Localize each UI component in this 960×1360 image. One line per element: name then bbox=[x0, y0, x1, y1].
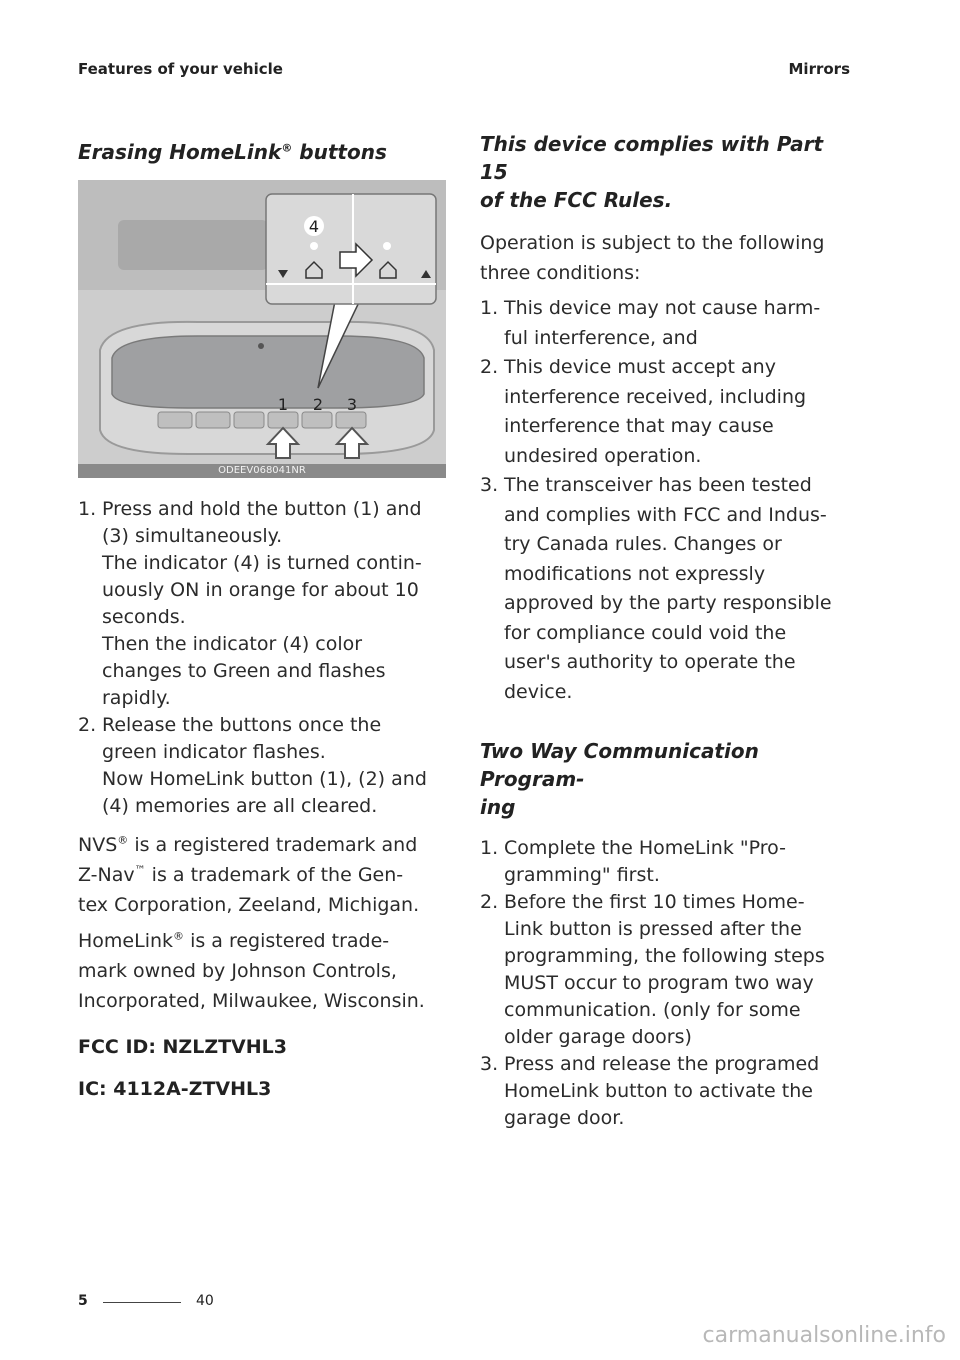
list-item-line: Then the indicator (4) color bbox=[102, 633, 363, 655]
list-item-line: (3) simultaneously. bbox=[102, 525, 283, 547]
list-item bbox=[480, 294, 848, 353]
right-column bbox=[480, 130, 848, 1142]
list-item-line: (4) memories are all cleared. bbox=[102, 795, 378, 817]
list-item-number: 1. bbox=[78, 498, 97, 520]
list-item-number: 1. bbox=[480, 837, 499, 859]
mirror-illustration bbox=[78, 180, 446, 478]
fcc-id: FCC ID: NZLZTVHL3 bbox=[78, 1036, 287, 1058]
callout-2-label: 2 bbox=[312, 395, 324, 414]
footer-divider bbox=[103, 1302, 181, 1303]
list-item-line: Before the first 10 times Home- bbox=[504, 891, 805, 913]
list-item-number: 1. bbox=[480, 297, 499, 319]
fcc-intro: Operation is subject to the following three conditions: bbox=[480, 232, 825, 284]
list-item-number: 2. bbox=[480, 356, 499, 378]
list-item-line: for compliance could void the bbox=[504, 621, 787, 644]
list-item-line: garage door. bbox=[504, 1107, 625, 1129]
list-item-line: This device must accept any bbox=[504, 356, 776, 378]
left-column bbox=[78, 130, 446, 1104]
two-way-steps-list bbox=[480, 835, 848, 1132]
erasing-steps-list bbox=[78, 496, 446, 820]
list-item-line: Now HomeLink button (1), (2) and bbox=[102, 768, 427, 790]
list-item-line: HomeLink button to activate the bbox=[504, 1080, 813, 1102]
list-item-line: The indicator (4) is turned contin- bbox=[102, 552, 422, 574]
list-item-line: Complete the HomeLink "Pro- bbox=[504, 837, 786, 859]
list-item-line: changes to Green and flashes bbox=[102, 660, 386, 682]
list-item bbox=[480, 353, 848, 471]
mirror-figure bbox=[78, 180, 446, 478]
list-item bbox=[480, 835, 848, 889]
list-item-line: user's authority to operate the bbox=[504, 651, 796, 673]
list-item-line: undesired operation. bbox=[504, 444, 702, 467]
list-item-line: ful interference, and bbox=[504, 326, 698, 349]
list-item-line: device. bbox=[504, 680, 573, 703]
homelink-trademark-text: HomeLink® is a registered trade- mark owned by Johnson Controls, Incorporated, Milwaukee, Wisconsin. bbox=[78, 929, 425, 1012]
list-item-line: and complies with FCC and Indus- bbox=[504, 503, 827, 526]
two-way-heading: Two Way Communication Program- ing bbox=[480, 739, 759, 819]
list-item-line: seconds. bbox=[102, 606, 186, 628]
list-item-line: Press and release the programed bbox=[504, 1053, 820, 1075]
list-item-line: interference received, including bbox=[504, 385, 807, 408]
header-section-title: Features of your vehicle bbox=[78, 60, 283, 78]
nvs-trademark-text: NVS® is a registered trademark and Z-Nav™ is a trademark of the Gen- tex Corporation, Zeeland, Michigan. bbox=[78, 833, 420, 916]
list-item bbox=[480, 1051, 848, 1132]
figure-code: ODEEV068041NR bbox=[78, 464, 446, 478]
list-item bbox=[78, 712, 446, 820]
list-item-line: uously ON in orange for about 10 bbox=[102, 579, 419, 601]
fcc-heading: This device complies with Part 15 of the FCC Rules. bbox=[480, 132, 824, 212]
list-item-line: Press and hold the button (1) and bbox=[102, 498, 422, 520]
list-item-line: try Canada rules. Changes or bbox=[504, 533, 782, 555]
list-item-line: green indicator flashes. bbox=[102, 741, 326, 763]
list-item bbox=[78, 496, 446, 712]
footer-section-number: 5 bbox=[78, 1293, 88, 1309]
list-item-line: The transceiver has been tested bbox=[504, 474, 812, 496]
footer-page-number: 40 bbox=[196, 1293, 214, 1309]
list-item-number: 3. bbox=[480, 474, 499, 496]
erasing-heading: Erasing HomeLink® buttons bbox=[78, 140, 387, 164]
list-item-line: rapidly. bbox=[102, 687, 171, 709]
list-item-line: MUST occur to program two way bbox=[504, 972, 814, 994]
list-item-line: interference that may cause bbox=[504, 415, 774, 437]
callout-3-label: 3 bbox=[346, 395, 358, 414]
list-item-line: programming, the following steps bbox=[504, 945, 825, 967]
list-item bbox=[480, 889, 848, 1051]
list-item-number: 3. bbox=[480, 1053, 499, 1075]
list-item-line: older garage doors) bbox=[504, 1026, 692, 1048]
list-item-line: communication. (only for some bbox=[504, 999, 801, 1021]
fcc-conditions-list bbox=[480, 294, 848, 707]
list-item-number: 2. bbox=[480, 891, 499, 913]
list-item-line: approved by the party responsible bbox=[504, 592, 832, 614]
header-chapter-title: Mirrors bbox=[788, 60, 850, 78]
list-item bbox=[480, 471, 848, 707]
list-item-line: Link button is pressed after the bbox=[504, 918, 802, 940]
list-item-number: 2. bbox=[78, 714, 97, 736]
list-item-line: modifications not expressly bbox=[504, 562, 766, 585]
callout-4-label: 4 bbox=[308, 217, 320, 236]
list-item-line: Release the buttons once the bbox=[102, 714, 382, 736]
watermark-text: carmanualsonline.info bbox=[702, 1323, 946, 1348]
ic-id: IC: 4112A-ZTVHL3 bbox=[78, 1078, 272, 1100]
list-item-line: gramming" first. bbox=[504, 864, 660, 886]
list-item-line: This device may not cause harm- bbox=[504, 297, 821, 319]
callout-1-label: 1 bbox=[277, 395, 289, 414]
